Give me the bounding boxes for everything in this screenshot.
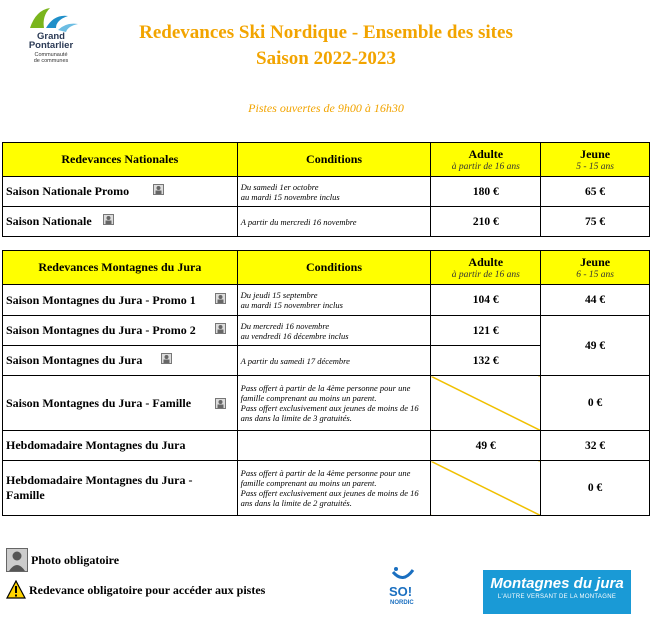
photo-required-icon (161, 353, 172, 364)
young-price-shared: 49 € (541, 316, 650, 376)
adult-not-applicable (431, 376, 541, 431)
fee-name (3, 177, 238, 207)
condition-line: au vendredi 16 décembre inclus (240, 330, 349, 341)
logo-sub1: Communauté (34, 52, 68, 58)
adult-label: Adulte (468, 147, 504, 161)
national-header-young (541, 143, 650, 177)
fee-name-text: Saison Montagnes du Jura (6, 353, 143, 367)
jura-header-row (3, 251, 650, 285)
legend-warning (6, 580, 265, 600)
season-title: Saison 2022-2023 (256, 48, 396, 69)
so-nordic-icon (385, 564, 421, 608)
table-row (3, 316, 650, 346)
table-row (3, 207, 650, 237)
fee-name-text: Saison Nationale Promo (6, 184, 130, 198)
photo-required-icon (6, 548, 28, 572)
fee-name (3, 461, 238, 516)
national-fees-table (2, 142, 650, 237)
photo-required-icon (103, 214, 114, 225)
jura-fees-table (2, 250, 650, 516)
logo-line2: Pontarlier (28, 40, 74, 51)
fee-name-text: Saison Nationale (6, 214, 92, 228)
adult-price: 180 € (431, 177, 541, 207)
adult-price: 121 € (431, 316, 541, 346)
condition-line: Du mercredi 16 novembre (240, 320, 330, 331)
fee-name: Hebdomadaire Montagnes du Jura (3, 431, 238, 461)
legend-warning-text: Redevance obligatoire pour accéder aux pistes (29, 582, 266, 597)
condition-line: Pass offert à partir de la 4ème personne pour une (240, 383, 411, 393)
fee-conditions: A partir du mercredi 16 novembre (237, 207, 431, 237)
condition-line: ans dans la limite de 3 gratuités. (240, 413, 352, 423)
photo-required-icon (215, 323, 226, 334)
table-row (3, 177, 650, 207)
adult-age: à partir de 16 ans (451, 162, 520, 172)
adult-price: 210 € (431, 207, 541, 237)
fee-conditions (237, 461, 431, 516)
table-row (3, 431, 650, 461)
fee-conditions: A partir du samedi 17 décembre (237, 346, 431, 376)
warning-icon (6, 580, 26, 600)
national-header-row (3, 143, 650, 177)
mj-logo-text: Montagnes du jura (490, 575, 624, 592)
adult-price: 49 € (431, 431, 541, 461)
national-header-adult (431, 143, 541, 177)
adult-not-applicable (431, 461, 541, 516)
jura-header-young (541, 251, 650, 285)
page-title: Redevances Ski Nordique - Ensemble des sites (139, 22, 513, 43)
adult-price: 104 € (431, 285, 541, 316)
national-header-name: Redevances Nationales (3, 143, 238, 177)
condition-line: Pass offert exclusivement aux jeunes de moins de 16 (240, 403, 419, 413)
fee-conditions (237, 316, 431, 346)
fee-name-text: Saison Montagnes du Jura - Famille (6, 395, 192, 410)
young-age: 6 - 15 ans (576, 270, 614, 280)
logo-line1: Grand (37, 31, 65, 42)
young-label: Jeune (580, 147, 611, 161)
fee-name-line1: Hebdomadaire Montagnes du Jura - (6, 473, 193, 487)
fee-name (3, 346, 238, 376)
young-price: 0 € (541, 376, 650, 431)
young-label: Jeune (580, 255, 611, 269)
young-price: 44 € (541, 285, 650, 316)
condition-line: Pass offert exclusivement aux jeunes de moins de 16 (240, 488, 419, 498)
legend-photo-text: Photo obligatoire (31, 552, 120, 567)
fee-conditions (237, 177, 431, 207)
fee-name (3, 207, 238, 237)
table-row (3, 285, 650, 316)
jura-header-name: Redevances Montagnes du Jura (3, 251, 238, 285)
fee-conditions (237, 376, 431, 431)
young-price: 32 € (541, 431, 650, 461)
fee-name (3, 316, 238, 346)
table-row (3, 461, 650, 516)
table-row (3, 376, 650, 431)
condition-line: famille comprenant au moins un parent. (240, 478, 377, 488)
condition-line: Du jeudi 15 septembre (240, 290, 318, 300)
condition-line: Du samedi 1er octobre (240, 181, 319, 192)
condition-line: Pass offert à partir de la 4ème personne pour une (240, 468, 411, 478)
montagnes-du-jura-logo (483, 570, 631, 614)
fee-conditions-empty (237, 431, 431, 461)
adult-price: 132 € (431, 346, 541, 376)
national-header-conditions: Conditions (237, 143, 431, 177)
fee-name (3, 285, 238, 316)
condition-line: au mardi 15 novembrer inclus (240, 300, 343, 310)
adult-label: Adulte (468, 255, 504, 269)
legend-photo (6, 548, 119, 572)
so-nordic-logo (385, 564, 421, 608)
so-nordic-subtext: NORDIC (390, 600, 414, 606)
fee-name-line2: Famille (6, 488, 45, 502)
fee-name-text: Saison Montagnes du Jura - Promo 2 (6, 323, 196, 337)
logo-sub2: de communes (33, 58, 69, 64)
fee-name (3, 376, 238, 431)
photo-required-icon (215, 293, 226, 304)
young-price: 0 € (541, 461, 650, 516)
young-price: 65 € (541, 177, 650, 207)
jura-header-adult (431, 251, 541, 285)
mj-tagline: L'AUTRE VERSANT DE LA MONTAGNE (497, 594, 617, 600)
condition-line: famille comprenant au moins un parent. (240, 393, 377, 403)
young-price: 75 € (541, 207, 650, 237)
jura-header-conditions: Conditions (237, 251, 431, 285)
so-nordic-text: SO! (389, 584, 413, 599)
photo-required-icon (215, 398, 226, 409)
fee-conditions (237, 285, 431, 316)
fee-name-text: Saison Montagnes du Jura - Promo 1 (6, 292, 196, 307)
condition-line: ans dans la limite de 2 gratuités. (240, 498, 352, 508)
photo-required-icon (153, 184, 164, 195)
condition-line: au mardi 15 novembre inclus (240, 191, 340, 202)
opening-hours: Pistes ouvertes de 9h00 à 16h30 (248, 101, 404, 115)
adult-age: à partir de 16 ans (451, 270, 520, 280)
young-age: 5 - 15 ans (576, 162, 614, 172)
